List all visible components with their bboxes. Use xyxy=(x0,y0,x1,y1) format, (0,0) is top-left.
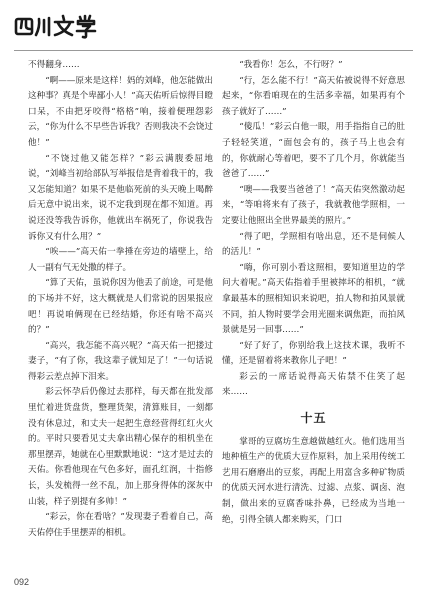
paragraph: “彩云，你在看啥？”发现妻子看着自己，高天佑停住手里摆弄的相机。 xyxy=(28,512,213,538)
paragraph: 不得翻身…… xyxy=(28,60,80,70)
paragraph: “高兴，我怎能不高兴呢？”高天佑一把搂过妻子，“有了你，我这辈子就知足了！”一句话说得彩云差点掉下泪来。 xyxy=(28,340,213,382)
right-column xyxy=(222,58,405,528)
paragraph: 彩云怀孕后仍像过去那样，每天都在批发部里忙着进货盘货，整理货架，清算账目，一刻都没有休息过，和丈夫一起把生意经营得红红火火的。平时只要看见丈夫拿出精心保存的相机坐在那里摆弄，她就在心里默默地说：“这才是过去的天佑。你看他现在气色多好，面孔红润，十指修长，头发梳得一丝不乱，加上那身得体的深灰中山装，样子别提有多帅！” xyxy=(28,387,213,507)
paragraph: “唉——”高天佑一拳捶在旁边的墙壁上，给人一副有气无处撒的样子。 xyxy=(28,247,213,273)
paragraph: “行，怎么能不行！”高天佑被说得不好意思起来，“你看咱现在的生活多幸福，如果再有个孩子就好了……” xyxy=(222,75,405,117)
paragraph: “噢——我要当爸爸了！”高天佑突然激动起来，“等咱将来有了孩子，我就教他学照相，一定要让他照出全世界最美的照片。” xyxy=(222,184,405,226)
paragraph: 彩云的一席话说得高天佑禁不住笑了起来…… xyxy=(222,371,405,398)
paragraph: “我看你！怎么，不行呀？” xyxy=(239,60,343,70)
section-heading: 十五 xyxy=(300,411,327,426)
header-rule xyxy=(14,50,413,51)
paragraph: “不饶过他又能怎样？”彩云满腹委屈地说，“刘峰当初给部队写举报信是背着我干的，我又怎能知道？如果不是他临死前的头天晚上喝醉后无意中说出来，说不定我到现在都不知道。再说还没等我告诉你，他就出车祸死了，你说我告诉你又有什么用？” xyxy=(28,153,213,242)
paragraph: “嗨，你可别小看这照相，要知道里边的学问大着呢。”高天佑指着手里被摔坏的相机，“就拿最基本的照相知识来说吧，拍人物和拍风景就不同，拍人物时要学会用光圈来调焦距，而拍风景就是另一回事……” xyxy=(222,262,405,336)
paragraph: “得了吧，学照相有啥出息，还不是伺候人的活儿！” xyxy=(222,231,405,258)
paragraph: “啊——原来是这样！妈的刘峰，他怎能做出这种事？真是个卑鄙小人！”高天佑听后惊得目瞪口呆，不由把牙咬得“格格”响，接着便理怨彩云，“你为什么不早些告诉我？否则我决不会饶过他！” xyxy=(28,75,213,148)
paragraph: 掌哥的豆腐坊生意越做越红火。他们选用当地种植生产的优质大豆作原料，加上采用传统工艺用石磨磨出的豆浆，再配上用富含多种矿物质的优质天河水进行清洗、过滤、点浆、调卤、泡制，做出来的豆腐香味扑鼻，已经成为当地一绝，引得全镇人都来购买，门口 xyxy=(222,436,405,525)
page-number: 092 xyxy=(14,577,30,587)
paragraph: “算了天佑，虽说你因为他丢了前途，可是他的下场并不好，这大概就是人们常说的因果报应吧！再说咱俩现在已经结婚，你还有啥不高兴的？” xyxy=(28,278,213,336)
paragraph: “傻瓜！”彩云白他一眼，用手指指自己的肚子轻轻笑道，“面包会有的，孩子马上也会有的，你就耐心等着吧，要不了几个月，你就能当爸爸了……” xyxy=(222,122,405,180)
left-column xyxy=(28,58,213,541)
magazine-logo xyxy=(14,13,98,41)
paragraph: “好了好了，你别给我上这技术课，我听不懂，还是留着将来教你儿子吧！” xyxy=(222,340,405,367)
